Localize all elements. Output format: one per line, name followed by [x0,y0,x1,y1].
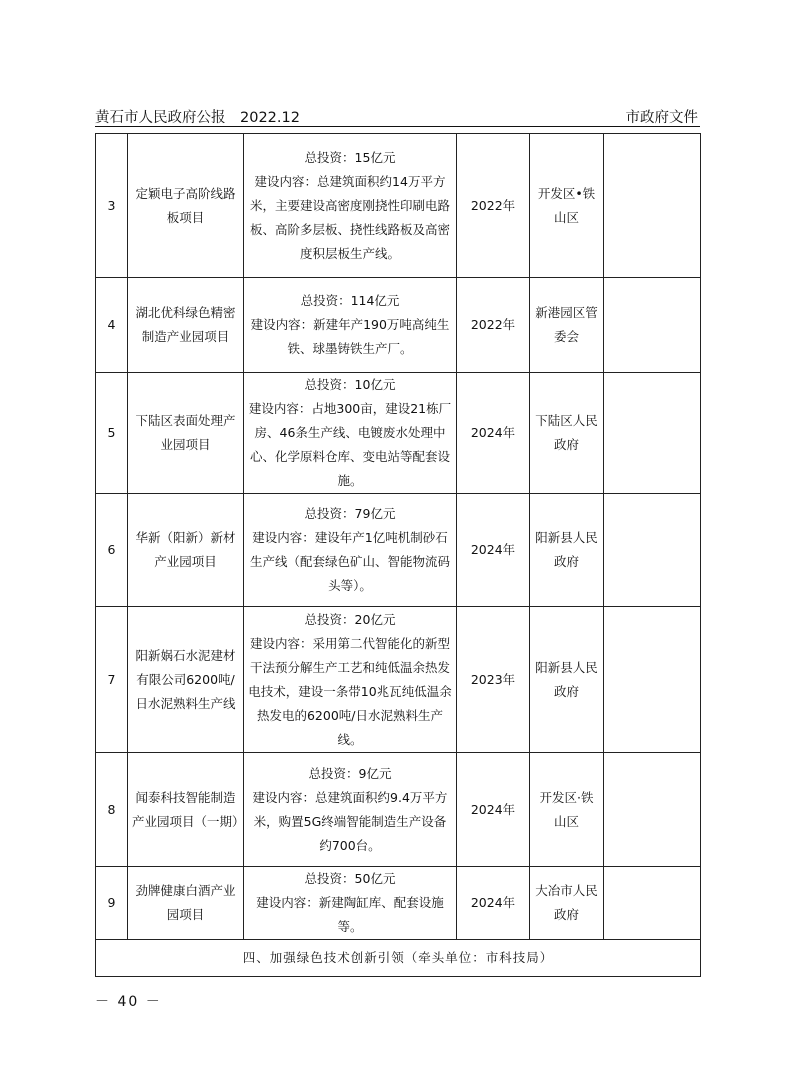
completion-year: 2022年 [457,278,530,373]
responsible-unit: 下陆区人民政府 [530,373,604,494]
project-table [95,133,701,977]
completion-year: 2024年 [457,373,530,494]
project-name: 定颖电子高阶线路板项目 [128,134,244,278]
table-row [96,867,701,940]
table-row [96,278,701,373]
responsible-unit: 开发区·铁山区 [530,753,604,867]
responsible-unit: 阳新县人民政府 [530,607,604,753]
row-number: 6 [96,494,128,607]
note-cell [604,373,701,494]
construction-content: 建设内容：新建年产190万吨高纯生铁、球墨铸铁生产厂。 [250,317,450,356]
table-row [96,494,701,607]
page-number: － 40 － [95,994,162,1010]
total-investment: 总投资：15亿元 [304,149,396,165]
project-name: 湖北优科绿色精密制造产业园项目 [128,278,244,373]
responsible-unit: 新港园区管委会 [530,278,604,373]
completion-year: 2024年 [457,753,530,867]
row-number: 3 [96,134,128,278]
section-heading: 四、加强绿色技术创新引领（牵头单位：市科技局） [96,940,701,977]
note-cell [604,867,701,940]
note-cell [604,134,701,278]
total-investment: 总投资：79亿元 [304,506,396,521]
row-number: 5 [96,373,128,494]
table-row [96,134,701,278]
construction-content: 建设内容：占地300亩，建设21栋厂房、46条生产线、电镀废水处理中心、化学原料仓库、变电站等配套设施。 [248,401,452,488]
completion-year: 2024年 [457,494,530,607]
total-investment: 总投资：20亿元 [304,611,396,627]
project-content [244,373,457,494]
row-number: 7 [96,607,128,753]
project-name: 劲牌健康白酒产业园项目 [128,867,244,940]
table-row [96,373,701,494]
project-name: 下陆区表面处理产业园项目 [128,373,244,494]
total-investment: 总投资：114亿元 [300,293,400,308]
project-name: 华新（阳新）新材产业园项目 [128,494,244,607]
project-content [244,134,457,278]
table-row [96,753,701,867]
total-investment: 总投资：50亿元 [304,871,396,886]
row-number: 8 [96,753,128,867]
row-number: 9 [96,867,128,940]
section-heading-row [96,940,701,977]
row-number: 4 [96,278,128,373]
construction-content: 建设内容：总建筑面积约9.4万平方米，购置5G终端智能制造生产设备约700台。 [252,789,448,853]
completion-year: 2024年 [457,867,530,940]
note-cell [604,753,701,867]
construction-content: 建设内容：新建陶缸库、配套设施等。 [256,895,444,934]
project-content [244,607,457,753]
responsible-unit: 开发区•铁山区 [530,134,604,278]
total-investment: 总投资：10亿元 [304,377,396,392]
construction-content: 建设内容：总建筑面积约14万平方米，主要建设高密度刚挠性印刷电路板、高阶多层板、挠性线路板及高密度积层板生产线。 [249,173,450,261]
note-cell [604,607,701,753]
note-cell [604,278,701,373]
project-name: 闻泰科技智能制造产业园项目（一期） [128,753,244,867]
project-content [244,278,457,373]
project-content [244,867,457,940]
completion-year: 2023年 [457,607,530,753]
page-header [95,104,700,127]
table-row [96,607,701,753]
bulletin-title: 黄石市人民政府公报 2022.12 [95,110,300,126]
responsible-unit: 阳新县人民政府 [530,494,604,607]
total-investment: 总投资：9亿元 [308,765,392,781]
note-cell [604,494,701,607]
construction-content: 建设内容：采用第二代智能化的新型干法预分解生产工艺和纯低温余热发电技术，建设一条带10兆瓦纯低温余热发电的6200吨/日水泥熟料生产线。 [248,635,452,747]
construction-content: 建设内容：建设年产1亿吨机制砂石生产线（配套绿色矿山、智能物流码头等）。 [249,530,450,593]
project-content [244,753,457,867]
completion-year: 2022年 [457,134,530,278]
section-label: 市政府文件 [625,110,698,126]
project-content [244,494,457,607]
project-name: 阳新娲石水泥建材有限公司6200吨/日水泥熟料生产线 [128,607,244,753]
responsible-unit: 大冶市人民政府 [530,867,604,940]
